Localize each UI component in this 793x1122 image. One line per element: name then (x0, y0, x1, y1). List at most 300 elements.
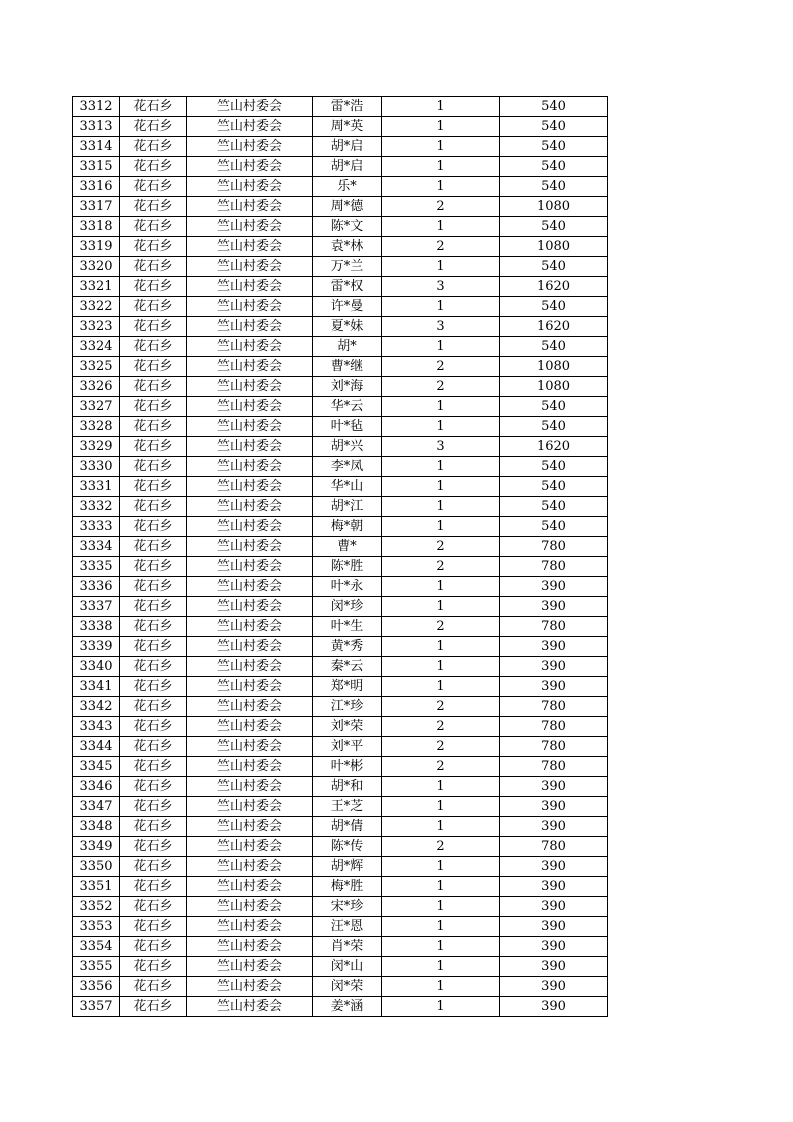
name-cell: 姜*涵 (313, 997, 382, 1017)
count-cell: 1 (382, 337, 500, 357)
count-cell: 2 (382, 837, 500, 857)
count-cell: 2 (382, 697, 500, 717)
township-cell: 花石乡 (120, 557, 187, 577)
name-cell: 胡*启 (313, 137, 382, 157)
village-committee-cell: 竺山村委会 (187, 837, 313, 857)
amount-cell: 1620 (500, 317, 608, 337)
township-cell: 花石乡 (120, 697, 187, 717)
table-row (73, 257, 608, 277)
count-cell: 1 (382, 157, 500, 177)
table-row (73, 117, 608, 137)
count-cell: 1 (382, 817, 500, 837)
village-committee-cell: 竺山村委会 (187, 617, 313, 637)
amount-cell: 390 (500, 857, 608, 877)
amount-cell: 1080 (500, 237, 608, 257)
count-cell: 3 (382, 277, 500, 297)
table-row (73, 497, 608, 517)
table-row (73, 197, 608, 217)
count-cell: 1 (382, 517, 500, 537)
row-id-cell: 3353 (73, 917, 120, 937)
count-cell: 1 (382, 857, 500, 877)
table-row (73, 97, 608, 117)
amount-cell: 390 (500, 957, 608, 977)
amount-cell: 390 (500, 577, 608, 597)
table-row (73, 597, 608, 617)
table-row (73, 617, 608, 637)
table-row (73, 977, 608, 997)
amount-cell: 390 (500, 897, 608, 917)
table-row (73, 477, 608, 497)
amount-cell: 390 (500, 657, 608, 677)
amount-cell: 540 (500, 177, 608, 197)
amount-cell: 780 (500, 837, 608, 857)
name-cell: 叶*生 (313, 617, 382, 637)
row-id-cell: 3312 (73, 97, 120, 117)
township-cell: 花石乡 (120, 817, 187, 837)
row-id-cell: 3334 (73, 537, 120, 557)
name-cell: 刘*平 (313, 737, 382, 757)
village-committee-cell: 竺山村委会 (187, 977, 313, 997)
township-cell: 花石乡 (120, 297, 187, 317)
name-cell: 万*兰 (313, 257, 382, 277)
row-id-cell: 3347 (73, 797, 120, 817)
row-id-cell: 3319 (73, 237, 120, 257)
table-row (73, 957, 608, 977)
count-cell: 2 (382, 737, 500, 757)
name-cell: 闵*荣 (313, 977, 382, 997)
township-cell: 花石乡 (120, 877, 187, 897)
village-committee-cell: 竺山村委会 (187, 817, 313, 837)
count-cell: 1 (382, 117, 500, 137)
township-cell: 花石乡 (120, 397, 187, 417)
amount-cell: 390 (500, 637, 608, 657)
row-id-cell: 3344 (73, 737, 120, 757)
count-cell: 1 (382, 177, 500, 197)
township-cell: 花石乡 (120, 357, 187, 377)
table-row (73, 777, 608, 797)
amount-cell: 1620 (500, 437, 608, 457)
name-cell: 陈*传 (313, 837, 382, 857)
village-committee-cell: 竺山村委会 (187, 697, 313, 717)
township-cell: 花石乡 (120, 597, 187, 617)
amount-cell: 540 (500, 257, 608, 277)
village-committee-cell: 竺山村委会 (187, 457, 313, 477)
count-cell: 2 (382, 357, 500, 377)
table-row (73, 857, 608, 877)
village-committee-cell: 竺山村委会 (187, 677, 313, 697)
name-cell: 叶*永 (313, 577, 382, 597)
name-cell: 李*凤 (313, 457, 382, 477)
row-id-cell: 3317 (73, 197, 120, 217)
count-cell: 1 (382, 977, 500, 997)
village-committee-cell: 竺山村委会 (187, 137, 313, 157)
village-committee-cell: 竺山村委会 (187, 557, 313, 577)
village-committee-cell: 竺山村委会 (187, 897, 313, 917)
amount-cell: 540 (500, 457, 608, 477)
count-cell: 1 (382, 577, 500, 597)
village-committee-cell: 竺山村委会 (187, 497, 313, 517)
village-committee-cell: 竺山村委会 (187, 637, 313, 657)
table-row (73, 537, 608, 557)
table-row (73, 457, 608, 477)
table-row (73, 217, 608, 237)
name-cell: 陈*文 (313, 217, 382, 237)
village-committee-cell: 竺山村委会 (187, 217, 313, 237)
name-cell: 宋*珍 (313, 897, 382, 917)
table-row (73, 937, 608, 957)
amount-cell: 390 (500, 797, 608, 817)
village-committee-cell: 竺山村委会 (187, 377, 313, 397)
table-row (73, 377, 608, 397)
name-cell: 秦*云 (313, 657, 382, 677)
village-committee-cell: 竺山村委会 (187, 257, 313, 277)
table-row (73, 157, 608, 177)
name-cell: 陈*胜 (313, 557, 382, 577)
township-cell: 花石乡 (120, 137, 187, 157)
name-cell: 汪*恩 (313, 917, 382, 937)
amount-cell: 390 (500, 597, 608, 617)
village-committee-cell: 竺山村委会 (187, 937, 313, 957)
count-cell: 2 (382, 717, 500, 737)
count-cell: 1 (382, 217, 500, 237)
row-id-cell: 3348 (73, 817, 120, 837)
amount-cell: 390 (500, 977, 608, 997)
village-committee-cell: 竺山村委会 (187, 357, 313, 377)
name-cell: 肖*荣 (313, 937, 382, 957)
table-row (73, 417, 608, 437)
amount-cell: 780 (500, 737, 608, 757)
village-committee-cell: 竺山村委会 (187, 397, 313, 417)
township-cell: 花石乡 (120, 837, 187, 857)
amount-cell: 390 (500, 997, 608, 1017)
township-cell: 花石乡 (120, 317, 187, 337)
table-row (73, 997, 608, 1017)
row-id-cell: 3356 (73, 977, 120, 997)
name-cell: 曹*继 (313, 357, 382, 377)
name-cell: 袁*林 (313, 237, 382, 257)
name-cell: 梅*胜 (313, 877, 382, 897)
count-cell: 1 (382, 877, 500, 897)
name-cell: 胡* (313, 337, 382, 357)
village-committee-cell: 竺山村委会 (187, 317, 313, 337)
amount-cell: 540 (500, 517, 608, 537)
township-cell: 花石乡 (120, 537, 187, 557)
name-cell: 胡*江 (313, 497, 382, 517)
village-committee-cell: 竺山村委会 (187, 337, 313, 357)
count-cell: 1 (382, 657, 500, 677)
township-cell: 花石乡 (120, 617, 187, 637)
village-committee-cell: 竺山村委会 (187, 597, 313, 617)
table-row (73, 237, 608, 257)
township-cell: 花石乡 (120, 257, 187, 277)
township-cell: 花石乡 (120, 457, 187, 477)
name-cell: 梅*朝 (313, 517, 382, 537)
row-id-cell: 3318 (73, 217, 120, 237)
count-cell: 1 (382, 457, 500, 477)
count-cell: 2 (382, 617, 500, 637)
row-id-cell: 3339 (73, 637, 120, 657)
amount-cell: 390 (500, 937, 608, 957)
table-row (73, 317, 608, 337)
count-cell: 3 (382, 317, 500, 337)
village-committee-cell: 竺山村委会 (187, 97, 313, 117)
village-committee-cell: 竺山村委会 (187, 917, 313, 937)
amount-cell: 540 (500, 297, 608, 317)
village-committee-cell: 竺山村委会 (187, 857, 313, 877)
name-cell: 周*德 (313, 197, 382, 217)
row-id-cell: 3342 (73, 697, 120, 717)
amount-cell: 1620 (500, 277, 608, 297)
amount-cell: 540 (500, 497, 608, 517)
township-cell: 花石乡 (120, 577, 187, 597)
row-id-cell: 3326 (73, 377, 120, 397)
count-cell: 1 (382, 937, 500, 957)
township-cell: 花石乡 (120, 677, 187, 697)
count-cell: 1 (382, 777, 500, 797)
township-cell: 花石乡 (120, 197, 187, 217)
row-id-cell: 3329 (73, 437, 120, 457)
table-row (73, 717, 608, 737)
table-row (73, 337, 608, 357)
row-id-cell: 3328 (73, 417, 120, 437)
row-id-cell: 3345 (73, 757, 120, 777)
table-row (73, 277, 608, 297)
table-row (73, 697, 608, 717)
table-row (73, 517, 608, 537)
count-cell: 1 (382, 597, 500, 617)
name-cell: 刘*荣 (313, 717, 382, 737)
amount-cell: 1080 (500, 197, 608, 217)
name-cell: 叶*毡 (313, 417, 382, 437)
row-id-cell: 3355 (73, 957, 120, 977)
village-committee-cell: 竺山村委会 (187, 737, 313, 757)
table-row (73, 577, 608, 597)
row-id-cell: 3324 (73, 337, 120, 357)
amount-cell: 540 (500, 97, 608, 117)
village-committee-cell: 竺山村委会 (187, 117, 313, 137)
table-row (73, 557, 608, 577)
village-committee-cell: 竺山村委会 (187, 577, 313, 597)
count-cell: 1 (382, 957, 500, 977)
row-id-cell: 3343 (73, 717, 120, 737)
name-cell: 胡*兴 (313, 437, 382, 457)
name-cell: 黄*秀 (313, 637, 382, 657)
count-cell: 1 (382, 257, 500, 277)
amount-cell: 780 (500, 537, 608, 557)
count-cell: 2 (382, 197, 500, 217)
village-committee-cell: 竺山村委会 (187, 777, 313, 797)
township-cell: 花石乡 (120, 637, 187, 657)
count-cell: 1 (382, 297, 500, 317)
village-committee-cell: 竺山村委会 (187, 517, 313, 537)
name-cell: 华*云 (313, 397, 382, 417)
name-cell: 周*英 (313, 117, 382, 137)
count-cell: 1 (382, 677, 500, 697)
name-cell: 胡*启 (313, 157, 382, 177)
township-cell: 花石乡 (120, 237, 187, 257)
township-cell: 花石乡 (120, 417, 187, 437)
village-committee-cell: 竺山村委会 (187, 797, 313, 817)
name-cell: 雷*浩 (313, 97, 382, 117)
village-committee-cell: 竺山村委会 (187, 877, 313, 897)
row-id-cell: 3316 (73, 177, 120, 197)
township-cell: 花石乡 (120, 157, 187, 177)
amount-cell: 390 (500, 817, 608, 837)
table-row (73, 837, 608, 857)
township-cell: 花石乡 (120, 937, 187, 957)
count-cell: 3 (382, 437, 500, 457)
township-cell: 花石乡 (120, 497, 187, 517)
village-committee-cell: 竺山村委会 (187, 297, 313, 317)
table-row (73, 757, 608, 777)
count-cell: 1 (382, 477, 500, 497)
township-cell: 花石乡 (120, 377, 187, 397)
village-committee-cell: 竺山村委会 (187, 997, 313, 1017)
amount-cell: 390 (500, 777, 608, 797)
row-id-cell: 3331 (73, 477, 120, 497)
township-cell: 花石乡 (120, 277, 187, 297)
name-cell: 雷*权 (313, 277, 382, 297)
township-cell: 花石乡 (120, 477, 187, 497)
amount-cell: 540 (500, 397, 608, 417)
township-cell: 花石乡 (120, 437, 187, 457)
row-id-cell: 3325 (73, 357, 120, 377)
row-id-cell: 3330 (73, 457, 120, 477)
table-body (73, 97, 608, 1017)
name-cell: 郑*明 (313, 677, 382, 697)
table-row (73, 437, 608, 457)
count-cell: 1 (382, 497, 500, 517)
township-cell: 花石乡 (120, 737, 187, 757)
count-cell: 1 (382, 897, 500, 917)
name-cell: 胡*和 (313, 777, 382, 797)
township-cell: 花石乡 (120, 717, 187, 737)
table-row (73, 737, 608, 757)
village-committee-cell: 竺山村委会 (187, 957, 313, 977)
count-cell: 1 (382, 997, 500, 1017)
township-cell: 花石乡 (120, 337, 187, 357)
row-id-cell: 3335 (73, 557, 120, 577)
data-table (72, 96, 608, 1017)
amount-cell: 780 (500, 697, 608, 717)
count-cell: 1 (382, 397, 500, 417)
count-cell: 1 (382, 917, 500, 937)
count-cell: 2 (382, 537, 500, 557)
table-row (73, 677, 608, 697)
township-cell: 花石乡 (120, 957, 187, 977)
table-row (73, 637, 608, 657)
village-committee-cell: 竺山村委会 (187, 157, 313, 177)
row-id-cell: 3336 (73, 577, 120, 597)
table-row (73, 797, 608, 817)
amount-cell: 780 (500, 557, 608, 577)
table-row (73, 137, 608, 157)
row-id-cell: 3351 (73, 877, 120, 897)
row-id-cell: 3323 (73, 317, 120, 337)
township-cell: 花石乡 (120, 177, 187, 197)
count-cell: 2 (382, 757, 500, 777)
count-cell: 1 (382, 137, 500, 157)
village-committee-cell: 竺山村委会 (187, 177, 313, 197)
table-row (73, 657, 608, 677)
amount-cell: 540 (500, 417, 608, 437)
amount-cell: 540 (500, 477, 608, 497)
table-row (73, 917, 608, 937)
row-id-cell: 3357 (73, 997, 120, 1017)
amount-cell: 540 (500, 157, 608, 177)
amount-cell: 1080 (500, 377, 608, 397)
village-committee-cell: 竺山村委会 (187, 237, 313, 257)
amount-cell: 390 (500, 917, 608, 937)
row-id-cell: 3337 (73, 597, 120, 617)
name-cell: 许*曼 (313, 297, 382, 317)
village-committee-cell: 竺山村委会 (187, 277, 313, 297)
amount-cell: 390 (500, 677, 608, 697)
village-committee-cell: 竺山村委会 (187, 437, 313, 457)
name-cell: 刘*海 (313, 377, 382, 397)
village-committee-cell: 竺山村委会 (187, 757, 313, 777)
table-row (73, 357, 608, 377)
name-cell: 江*珍 (313, 697, 382, 717)
township-cell: 花石乡 (120, 97, 187, 117)
count-cell: 1 (382, 637, 500, 657)
township-cell: 花石乡 (120, 117, 187, 137)
row-id-cell: 3349 (73, 837, 120, 857)
township-cell: 花石乡 (120, 857, 187, 877)
township-cell: 花石乡 (120, 897, 187, 917)
row-id-cell: 3327 (73, 397, 120, 417)
township-cell: 花石乡 (120, 777, 187, 797)
amount-cell: 780 (500, 617, 608, 637)
count-cell: 1 (382, 797, 500, 817)
name-cell: 曹* (313, 537, 382, 557)
township-cell: 花石乡 (120, 517, 187, 537)
amount-cell: 540 (500, 137, 608, 157)
amount-cell: 780 (500, 757, 608, 777)
row-id-cell: 3314 (73, 137, 120, 157)
name-cell: 华*山 (313, 477, 382, 497)
township-cell: 花石乡 (120, 997, 187, 1017)
row-id-cell: 3338 (73, 617, 120, 637)
village-committee-cell: 竺山村委会 (187, 417, 313, 437)
row-id-cell: 3313 (73, 117, 120, 137)
name-cell: 王*芝 (313, 797, 382, 817)
row-id-cell: 3354 (73, 937, 120, 957)
row-id-cell: 3332 (73, 497, 120, 517)
table-row (73, 897, 608, 917)
row-id-cell: 3333 (73, 517, 120, 537)
name-cell: 闵*山 (313, 957, 382, 977)
village-committee-cell: 竺山村委会 (187, 657, 313, 677)
row-id-cell: 3350 (73, 857, 120, 877)
township-cell: 花石乡 (120, 217, 187, 237)
amount-cell: 390 (500, 877, 608, 897)
village-committee-cell: 竺山村委会 (187, 717, 313, 737)
table-row (73, 877, 608, 897)
table-row (73, 817, 608, 837)
township-cell: 花石乡 (120, 657, 187, 677)
amount-cell: 780 (500, 717, 608, 737)
row-id-cell: 3352 (73, 897, 120, 917)
township-cell: 花石乡 (120, 797, 187, 817)
amount-cell: 540 (500, 337, 608, 357)
row-id-cell: 3346 (73, 777, 120, 797)
township-cell: 花石乡 (120, 977, 187, 997)
count-cell: 1 (382, 97, 500, 117)
table-row (73, 177, 608, 197)
amount-cell: 1080 (500, 357, 608, 377)
count-cell: 2 (382, 557, 500, 577)
